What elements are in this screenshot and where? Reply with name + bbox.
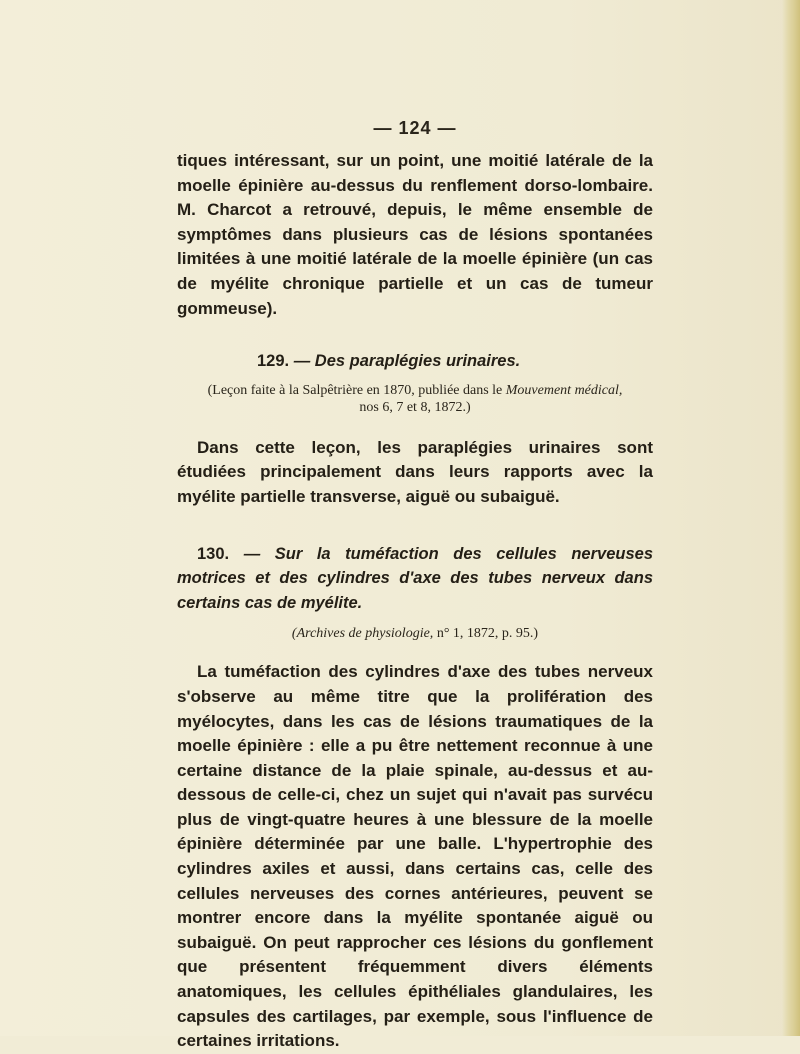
- section-129-note-journal: Mouvement médical,: [505, 382, 623, 398]
- section-129-number: 129.: [257, 352, 290, 371]
- section-129-source-note: [177, 382, 653, 416]
- intro-paragraph: tiques intéressant, sur un point, une moitié latérale de la moelle épinière au-dessus du renflement dorso-lombaire. M. Charcot a retrouvé, depuis, le même ensemble de symptômes dans plusieurs cas de lésions spontanées limitées à une moitié latérale de la moelle épinière (un cas de myélite chronique partielle et un cas de tumeur gommeuse).: [177, 151, 653, 318]
- section-130-heading: [177, 542, 653, 616]
- section-129-paragraph: Dans cette leçon, les paraplégies urinaires sont étudiées principalement dans leurs rapports avec la myélite partielle transverse, aiguë ou subaiguë.: [177, 437, 653, 506]
- section-130-paragraph: La tuméfaction des cylindres d'axe des tubes nerveux s'observe au même titre que la prolifération des myélocytes, dans les cas de lésions traumatiques de la moelle épinière : elle a pu être nettement reconnue à une certaine distance de la plaie spinale, au-dessus et au-dessous de celle-ci, chez un sujet qui n'avait pas survécu plus de vingt-quatre heures à une blessure de la moelle épinière déterminée par une balle. L'hypertrophie des cylindres axiles et aussi, dans certains cas, celle des cellules nerveuses des cornes antérieures, peuvent se montrer encore dans la myélite spontanée aiguë ou subaiguë. On peut rapprocher ces lésions du gonflement que présentent fréquemment divers éléments anatomiques, les cellules épithéliales glandulaires, les capsules des cartilages, par exemple, sous l'influence de certaines irritations.: [177, 662, 653, 1051]
- section-130-note-journal: (Archives de physiologie,: [291, 626, 434, 642]
- section-130-number: 130.: [197, 544, 230, 563]
- page-edge: [782, 0, 800, 1036]
- section-129-heading: [177, 349, 653, 374]
- section-129-note-prefix: (Leçon faite à la Salpêtrière en 1870, publiée dans le: [207, 382, 506, 398]
- page-number: — 124 —: [373, 118, 457, 138]
- section-129-note-suffix: nos 6, 7 et 8, 1872.): [359, 399, 471, 415]
- section-130-title: — Sur la tuméfaction des cellules nerveuses motrices et des cylindres d'axe des tubes nerveux dans certains cas de myélite.: [177, 544, 653, 612]
- section-130-note-rest: n° 1, 1872, p. 95.): [433, 626, 539, 642]
- page-content: [177, 118, 653, 1054]
- section-129-title: — Des paraplégies urinaires.: [293, 352, 521, 371]
- section-130-source-note: [177, 625, 653, 642]
